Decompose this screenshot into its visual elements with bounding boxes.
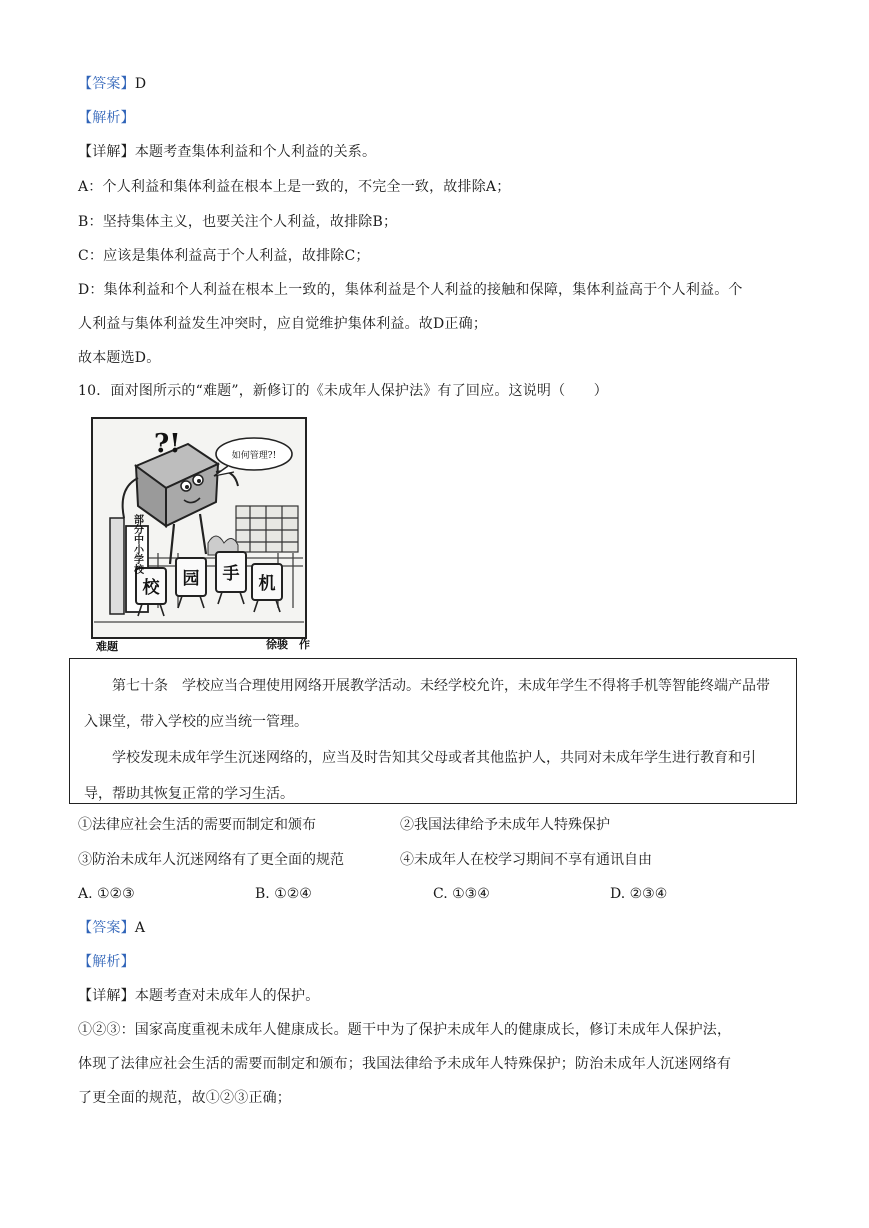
- answer-value: A: [134, 920, 146, 936]
- statement-3: ③防治未成年人沉迷网络有了更全面的规范: [78, 852, 344, 868]
- comic-block-2: 园: [182, 569, 200, 589]
- q10-answer-line: [78, 918, 145, 938]
- choice-b: B. ①②④: [255, 886, 312, 902]
- comic-author: 徐骏 作: [266, 638, 310, 651]
- detail-tag: 【详解】: [78, 988, 135, 1004]
- comic-speech-text: 如何管理?!: [231, 451, 277, 461]
- comic-block-3: 手: [222, 564, 240, 584]
- statement-2: ②我国法律给予未成年人特殊保护: [400, 817, 610, 833]
- answer-tag: 【答案】: [78, 76, 135, 92]
- detail-tag: 【详解】: [78, 144, 135, 160]
- q10-explain-line-1: ①②③：国家高度重视未成年人健康成长。题干中为了保护未成年人的健康成长，修订未成年人保护法，: [78, 1022, 732, 1038]
- comic-block-4: 机: [258, 574, 276, 594]
- q10-analysis-tag-line: [78, 952, 135, 972]
- q9-option-d-explain: D：集体利益和个人利益在根本上一致的，集体利益是个人利益的接触和保障，集体利益高于个人利益。个: [78, 282, 743, 298]
- q10-detail-line: [78, 986, 319, 1006]
- detail-text: 本题考查对未成年人的保护。: [134, 988, 320, 1004]
- analysis-tag: 【解析】: [78, 110, 135, 126]
- comic-block-1: 校: [142, 578, 160, 598]
- q9-analysis-tag-line: [78, 108, 135, 128]
- q9-option-c-explain: C：应该是集体利益高于个人利益，故排除C；: [78, 248, 370, 264]
- choice-d: D. ②③④: [610, 886, 668, 902]
- q9-option-a-explain: A：个人利益和集体利益在根本上是一致的，不完全一致，故排除A；: [78, 179, 511, 195]
- choice-a: A. ①②③: [78, 886, 135, 902]
- comic-gate-text: 部分中小学校: [131, 514, 143, 574]
- q9-detail-line: [78, 142, 376, 162]
- q10-explain-line-3: 了更全面的规范，故①②③正确；: [78, 1090, 291, 1106]
- law-article-paragraph-1: 第七十条 学校应当合理使用网络开展教学活动。未经学校允许，未成年学生不得将手机等智能终端产品带入课堂，带入学校的应当统一管理。: [84, 678, 770, 730]
- statement-4: ④未成年人在校学习期间不享有通讯自由: [400, 852, 652, 868]
- detail-text: 本题考查集体利益和个人利益的关系。: [134, 144, 377, 160]
- q9-option-d-explain-cont: 人利益与集体利益发生冲突时，应自觉维护集体利益。故D正确；: [78, 316, 488, 332]
- q9-conclusion: 故本题选D。: [78, 350, 161, 366]
- comic-illustration: [88, 408, 314, 653]
- answer-value: D: [134, 76, 147, 92]
- q9-answer-line: [78, 74, 146, 94]
- choice-c: C. ①③④: [433, 886, 490, 902]
- analysis-tag: 【解析】: [78, 954, 135, 970]
- comic-caption: 难题: [96, 640, 118, 653]
- q10-stem: 10．面对图所示的“难题”，新修订的《未成年人保护法》有了回应。这说明（ ）: [78, 383, 608, 399]
- law-excerpt-box: [69, 658, 797, 804]
- law-article-paragraph-2: 学校发现未成年学生沉迷网络的，应当及时告知其父母或者其他监护人，共同对未成年学生进行教育和引导，帮助其恢复正常的学习生活。: [84, 750, 756, 802]
- comic-question-marks: ?!: [154, 429, 181, 459]
- q10-explain-line-2: 体现了法律应社会生活的需要而制定和颁布；我国法律给予未成年人特殊保护；防治未成年人沉迷网络有: [78, 1056, 732, 1072]
- statement-1: ①法律应社会生活的需要而制定和颁布: [78, 817, 316, 833]
- q9-option-b-explain: B：坚持集体主义，也要关注个人利益，故排除B；: [78, 214, 398, 230]
- answer-tag: 【答案】: [78, 920, 135, 936]
